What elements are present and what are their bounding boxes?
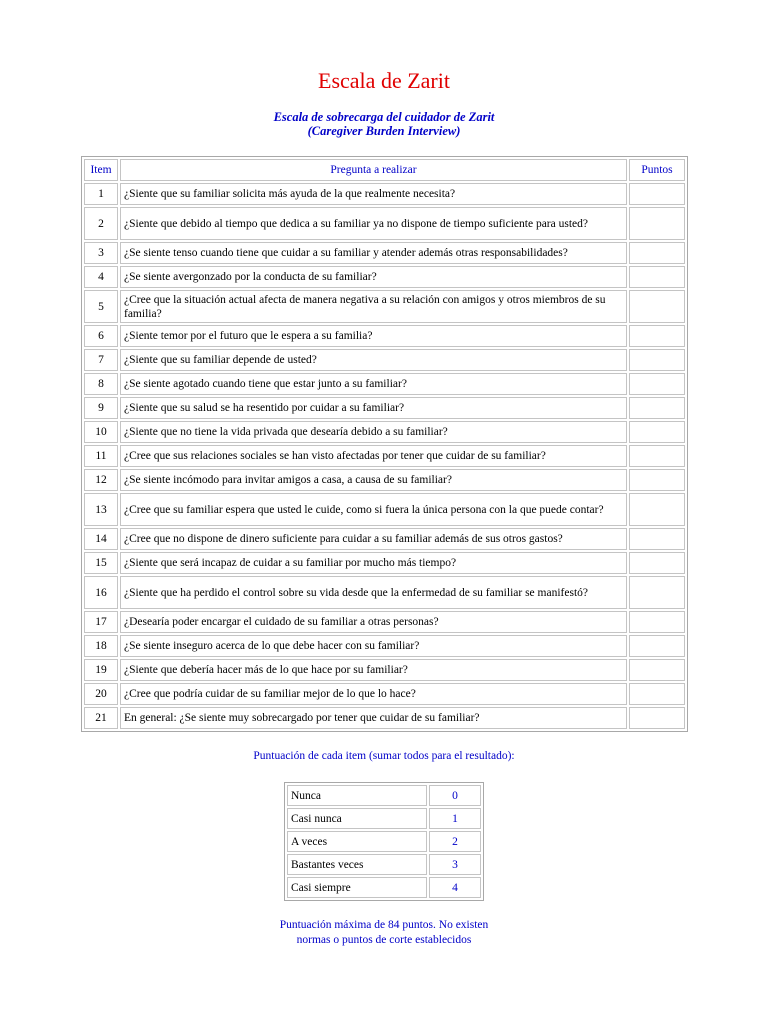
- item-number: 20: [84, 683, 118, 705]
- scoring-label: A veces: [287, 831, 427, 852]
- item-question: ¿Siente que ha perdido el control sobre su vida desde que la enfermedad de su familiar se manifestó?: [120, 576, 627, 609]
- scoring-row: [287, 785, 481, 806]
- points-cell[interactable]: [629, 421, 685, 443]
- item-number: 21: [84, 707, 118, 729]
- table-row: [84, 183, 685, 205]
- scoring-value: 2: [429, 831, 481, 852]
- points-cell[interactable]: [629, 325, 685, 347]
- item-question: ¿Cree que la situación actual afecta de manera negativa a su relación con amigos y otros miembros de su familia?: [120, 290, 627, 323]
- points-cell[interactable]: [629, 707, 685, 729]
- questionnaire-table: [81, 156, 688, 732]
- points-cell[interactable]: [629, 349, 685, 371]
- table-row: [84, 349, 685, 371]
- table-row: [84, 325, 685, 347]
- item-question: ¿Siente que no tiene la vida privada que desearía debido a su familiar?: [120, 421, 627, 443]
- item-question: ¿Cree que sus relaciones sociales se han visto afectadas por tener que cuidar de su familiar?: [120, 445, 627, 467]
- scoring-value: 4: [429, 877, 481, 898]
- table-row: [84, 576, 685, 609]
- questionnaire-body: [84, 183, 685, 729]
- points-cell[interactable]: [629, 493, 685, 526]
- points-cell[interactable]: [629, 207, 685, 240]
- scoring-row: [287, 877, 481, 898]
- points-cell[interactable]: [629, 290, 685, 323]
- table-row: [84, 528, 685, 550]
- scoring-table: [284, 782, 484, 901]
- item-question: ¿Se siente agotado cuando tiene que estar junto a su familiar?: [120, 373, 627, 395]
- item-number: 14: [84, 528, 118, 550]
- item-number: 11: [84, 445, 118, 467]
- header-question: Pregunta a realizar: [120, 159, 627, 181]
- item-question: ¿Cree que no dispone de dinero suficiente para cuidar a su familiar además de sus otros gastos?: [120, 528, 627, 550]
- item-number: 1: [84, 183, 118, 205]
- points-cell[interactable]: [629, 659, 685, 681]
- table-row: [84, 421, 685, 443]
- item-number: 5: [84, 290, 118, 323]
- table-row: [84, 290, 685, 323]
- table-header-row: [84, 159, 685, 181]
- note-line-1: Puntuación máxima de 84 puntos. No existen: [279, 919, 489, 931]
- item-question: ¿Siente que debería hacer más de lo que hace por su familiar?: [120, 659, 627, 681]
- table-row: [84, 469, 685, 491]
- table-row: [84, 707, 685, 729]
- points-cell[interactable]: [629, 469, 685, 491]
- table-row: [84, 397, 685, 419]
- points-cell[interactable]: [629, 397, 685, 419]
- scoring-row: [287, 808, 481, 829]
- points-cell[interactable]: [629, 445, 685, 467]
- scoring-value: 0: [429, 785, 481, 806]
- scoring-title: Puntuación de cada item (sumar todos para el resultado):: [253, 750, 515, 762]
- table-row: [84, 242, 685, 264]
- item-question: ¿Desearía poder encargar el cuidado de su familiar a otras personas?: [120, 611, 627, 633]
- item-number: 10: [84, 421, 118, 443]
- item-number: 18: [84, 635, 118, 657]
- table-row: [84, 683, 685, 705]
- item-number: 12: [84, 469, 118, 491]
- scoring-label: Casi siempre: [287, 877, 427, 898]
- scoring-label: Casi nunca: [287, 808, 427, 829]
- item-question: ¿Siente que su familiar solicita más ayuda de la que realmente necesita?: [120, 183, 627, 205]
- points-cell[interactable]: [629, 576, 685, 609]
- item-number: 19: [84, 659, 118, 681]
- scoring-label: Nunca: [287, 785, 427, 806]
- points-cell[interactable]: [629, 552, 685, 574]
- table-row: [84, 552, 685, 574]
- points-cell[interactable]: [629, 242, 685, 264]
- points-cell[interactable]: [629, 635, 685, 657]
- table-row: [84, 266, 685, 288]
- scoring-value: 1: [429, 808, 481, 829]
- max-score-note: [0, 918, 768, 948]
- points-cell[interactable]: [629, 611, 685, 633]
- points-cell[interactable]: [629, 683, 685, 705]
- table-row: [84, 493, 685, 526]
- subtitle-line-1: Escala de sobrecarga del cuidador de Zarit: [273, 110, 495, 124]
- item-number: 17: [84, 611, 118, 633]
- item-question: ¿Siente que debido al tiempo que dedica a su familiar ya no dispone de tiempo suficiente para usted?: [120, 207, 627, 240]
- header-item: Item: [84, 159, 118, 181]
- page-subtitle: [0, 110, 768, 138]
- scoring-value: 3: [429, 854, 481, 875]
- item-number: 7: [84, 349, 118, 371]
- points-cell[interactable]: [629, 266, 685, 288]
- item-question: ¿Se siente incómodo para invitar amigos a casa, a causa de su familiar?: [120, 469, 627, 491]
- page-title: Escala de Zarit: [318, 68, 450, 93]
- table-row: [84, 207, 685, 240]
- table-row: [84, 659, 685, 681]
- table-row: [84, 373, 685, 395]
- item-question: ¿Se siente tenso cuando tiene que cuidar a su familiar y atender además otras responsabilidades?: [120, 242, 627, 264]
- item-number: 13: [84, 493, 118, 526]
- item-number: 16: [84, 576, 118, 609]
- table-row: [84, 611, 685, 633]
- table-row: [84, 635, 685, 657]
- item-question: ¿Cree que su familiar espera que usted le cuide, como si fuera la única persona con la que puede contar?: [120, 493, 627, 526]
- item-question: ¿Siente temor por el futuro que le espera a su familia?: [120, 325, 627, 347]
- item-number: 2: [84, 207, 118, 240]
- table-row: [84, 445, 685, 467]
- item-number: 9: [84, 397, 118, 419]
- item-question: En general: ¿Se siente muy sobrecargado por tener que cuidar de su familiar?: [120, 707, 627, 729]
- item-number: 6: [84, 325, 118, 347]
- item-question: ¿Siente que su salud se ha resentido por cuidar a su familiar?: [120, 397, 627, 419]
- scoring-row: [287, 854, 481, 875]
- points-cell[interactable]: [629, 373, 685, 395]
- item-question: ¿Se siente inseguro acerca de lo que debe hacer con su familiar?: [120, 635, 627, 657]
- points-cell[interactable]: [629, 528, 685, 550]
- item-question: ¿Se siente avergonzado por la conducta de su familiar?: [120, 266, 627, 288]
- subtitle-line-2: (Caregiver Burden Interview): [307, 124, 461, 138]
- item-question: ¿Siente que será incapaz de cuidar a su familiar por mucho más tiempo?: [120, 552, 627, 574]
- item-number: 8: [84, 373, 118, 395]
- item-number: 15: [84, 552, 118, 574]
- header-points: Puntos: [629, 159, 685, 181]
- scoring-row: [287, 831, 481, 852]
- scoring-label: Bastantes veces: [287, 854, 427, 875]
- note-line-2: normas o puntos de corte establecidos: [296, 934, 472, 946]
- points-cell[interactable]: [629, 183, 685, 205]
- item-question: ¿Siente que su familiar depende de usted?: [120, 349, 627, 371]
- item-question: ¿Cree que podría cuidar de su familiar mejor de lo que lo hace?: [120, 683, 627, 705]
- scoring-body: [287, 785, 481, 898]
- item-number: 3: [84, 242, 118, 264]
- item-number: 4: [84, 266, 118, 288]
